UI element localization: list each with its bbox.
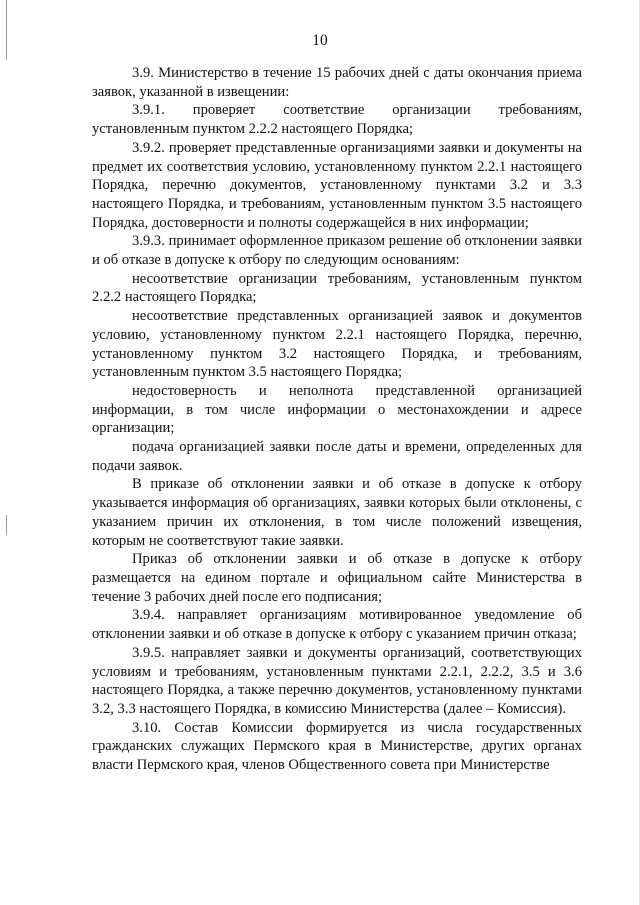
paragraph-3-9-1: 3.9.1. проверяет соответствие организации требованиям, установленным пунктом 2.2.2 настоящего Порядка; [92,102,582,138]
document-body [92,64,582,775]
ground-nonconformity-documents: несоответствие представленных организацией заявок и документов условию, установленному пунктом 2.2.1 настоящего Порядка, перечню, установленному пунктом 3.2 настоящего Порядка, и требованиям, установленным пунктом 3.5 настоящего Порядка; [92,308,582,381]
paragraph-3-9: 3.9. Министерство в течение 15 рабочих дней с даты окончания приема заявок, указанной в извещении: [92,65,582,100]
left-margin-line-mid [6,515,7,535]
ground-unreliability: недостоверность и неполнота представленной организацией информации, в том числе информации о местонахождении и адресе организации; [92,382,582,437]
paragraph-3-9-5: 3.9.5. направляет заявки и документы организаций, соответствующих условиям и требованиям, установленным пунктами 2.2.1, 2.2.2, 3.5 и 3.6 настоящего Порядка, а также перечню документов, установленному пунктами 3.2, 3.3 настоящего Порядка, в комиссию Министерства (далее – Комиссия). [92,644,582,717]
paragraph-order-publication: Приказ об отклонении заявки и об отказе в допуске к отбору размещается на едином портале и официальном сайте Министерства в течение 3 рабочих дней после его подписания; [92,551,582,605]
ground-nonconformity-requirements: несоответствие организации требованиям, установленным пунктом 2.2.2 настоящего Порядка; [92,270,582,306]
paragraph-3-9-3: 3.9.3. принимает оформленное приказом решение об отклонении заявки и об отказе в допуске к отбору по следующим основаниям: [92,233,582,269]
paragraph-order-content: В приказе об отклонении заявки и об отказе в допуске к отбору указывается информация об организациях, заявки которых были отклонены, с указанием причин их отклонения, в том числе положений извещения, которым не соответствуют такие заявки. [92,476,582,549]
paragraph-3-10: 3.10. Состав Комиссии формируется из числа государственных гражданских служащих Пермского края в Министерстве, других органах власти Пермского края, членов Общественного совета при Министерстве [92,719,582,774]
page-number: 10 [312,32,328,49]
paragraph-3-9-4: 3.9.4. направляет организациям мотивированное уведомление об отклонении заявки и об отказе в допуске к отбору с указанием причин отказа; [92,607,582,643]
left-margin-line-top [6,0,7,60]
ground-late-submission: подача организацией заявки после даты и времени, определенных для подачи заявок. [92,439,582,474]
paragraph-3-9-2: 3.9.2. проверяет представленные организациями заявки и документы на предмет их соответствия условию, установленному пунктом 2.2.1 настоящего Порядка, перечню документов, установленному пунктами 3.2 и 3.3 настоящего Порядка, и требованиям, установленным пунктом 3.5 настоящего Порядка, достоверности и полноты содержащейся в них информации; [92,139,582,231]
